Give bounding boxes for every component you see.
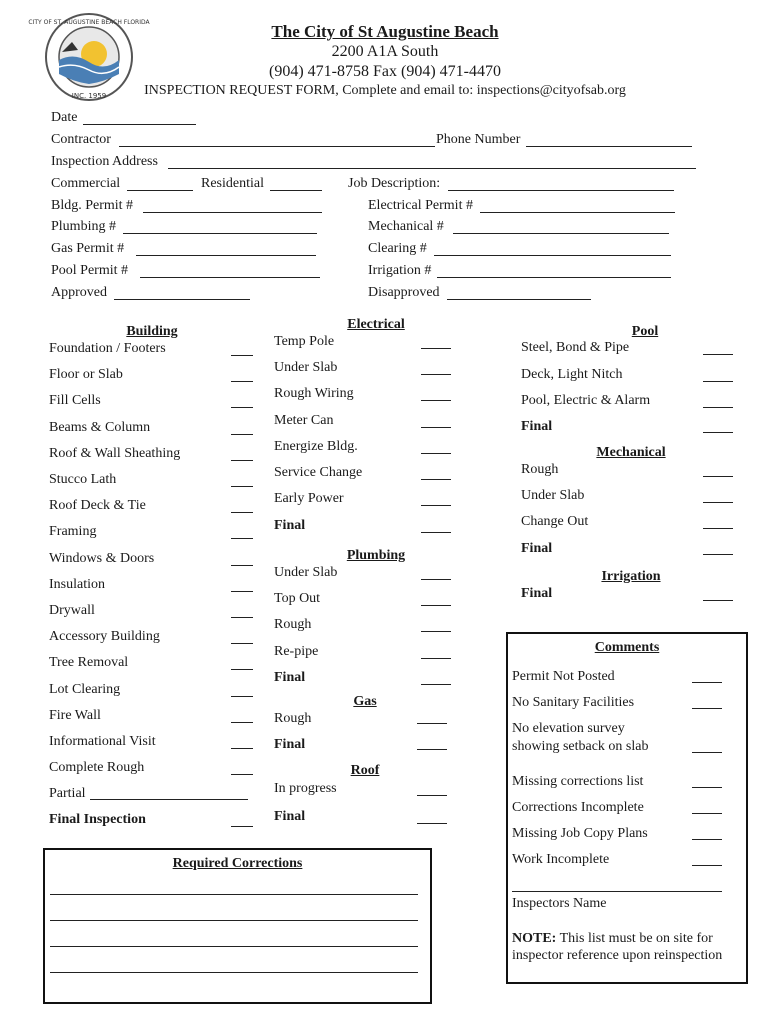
building-stucco-lath: Stucco Lath	[49, 472, 117, 487]
pool-steel-bond-pipe: Steel, Bond & Pipe	[521, 340, 630, 355]
building-fill-cells-blank[interactable]	[231, 407, 253, 408]
note-label: NOTE:	[512, 931, 557, 946]
building-foundation-footers: Foundation / Footers	[49, 341, 166, 356]
plumbing-heading: Plumbing	[346, 548, 406, 563]
contractor-field[interactable]	[119, 146, 435, 147]
pool-final-blank[interactable]	[703, 432, 733, 433]
plumbing-top-out-blank[interactable]	[421, 605, 451, 606]
gas-final-blank[interactable]	[417, 749, 447, 750]
mechanical-final-label: Final	[521, 541, 553, 556]
plumbing-re-pipe-blank[interactable]	[421, 658, 451, 659]
gas-permit-label: Gas Permit #	[51, 241, 125, 256]
electrical-service-change: Service Change	[274, 465, 363, 480]
plumbing-permit-label: Plumbing #	[51, 219, 116, 234]
comments-heading: Comments	[594, 640, 660, 655]
building-insulation-blank[interactable]	[231, 591, 253, 592]
required-corrections-heading: Required Corrections	[172, 856, 303, 871]
building-accessory-building-blank[interactable]	[231, 643, 253, 644]
building-lot-clearing-blank[interactable]	[231, 696, 253, 697]
corrections-line-3[interactable]	[50, 946, 418, 947]
mechanical-permit-field[interactable]	[453, 233, 669, 234]
comment-corrections-incomplete-blank[interactable]	[692, 813, 722, 814]
bldg-permit-field[interactable]	[143, 212, 322, 213]
note-body: This list must be on site for	[556, 931, 713, 946]
plumbing-permit-field[interactable]	[123, 233, 317, 234]
mechanical-rough: Rough	[521, 462, 559, 477]
pool-final-label: Final	[521, 419, 553, 434]
comment-work-incomplete: Work Incomplete	[512, 852, 610, 867]
inspection-address-field[interactable]	[168, 168, 696, 169]
irrigation-permit-label: Irrigation #	[368, 263, 432, 278]
partial-field[interactable]	[90, 799, 248, 800]
building-informational-visit: Informational Visit	[49, 734, 156, 749]
comment-no-elevation: No elevation survey	[512, 721, 625, 736]
mechanical-under-slab-blank[interactable]	[703, 502, 733, 503]
building-tree-removal-blank[interactable]	[231, 669, 253, 670]
inspection-address-label: Inspection Address	[51, 154, 158, 169]
note-text	[512, 931, 713, 947]
building-drywall-blank[interactable]	[231, 617, 253, 618]
comment-corrections-incomplete: Corrections Incomplete	[512, 800, 644, 815]
residential-label: Residential	[201, 176, 264, 191]
comment-setback: showing setback on slab	[512, 739, 649, 754]
disapproved-field[interactable]	[447, 299, 591, 300]
corrections-line-4[interactable]	[50, 972, 418, 973]
electrical-rough-wiring-blank[interactable]	[421, 400, 451, 401]
electrical-permit-field[interactable]	[480, 212, 675, 213]
pool-heading: Pool	[631, 324, 659, 339]
electrical-temp-pole-blank[interactable]	[421, 348, 451, 349]
building-heading: Building	[126, 324, 178, 339]
plumbing-re-pipe: Re-pipe	[274, 643, 319, 659]
city-address: 2200 A1A South	[331, 43, 439, 60]
electrical-temp-pole: Temp Pole	[274, 334, 335, 349]
approved-label: Approved	[51, 285, 107, 300]
corrections-line-2[interactable]	[50, 920, 418, 921]
building-foundation-footers-blank[interactable]	[231, 355, 253, 356]
building-roof-deck-tie: Roof Deck & Tie	[49, 498, 146, 514]
electrical-meter-can: Meter Can	[274, 412, 334, 428]
irrigation-final-blank[interactable]	[703, 600, 733, 601]
gas-permit-field[interactable]	[136, 255, 316, 256]
comment-permit-not-posted: Permit Not Posted	[512, 669, 615, 684]
mechanical-permit-label: Mechanical #	[368, 219, 444, 234]
electrical-permit-label: Electrical Permit #	[368, 198, 473, 213]
plumbing-final-blank[interactable]	[421, 684, 451, 685]
electrical-under-slab: Under Slab	[274, 360, 338, 376]
clearing-permit-label: Clearing #	[368, 241, 427, 256]
mechanical-heading: Mechanical	[596, 445, 666, 460]
comment-missing-plans: Missing Job Copy Plans	[512, 826, 648, 841]
building-informational-visit-blank[interactable]	[231, 748, 253, 749]
comment-permit-not-posted-blank[interactable]	[692, 682, 722, 683]
pool-steel-bond-pipe-blank[interactable]	[703, 354, 733, 355]
job-description-label: Job Description:	[348, 176, 441, 191]
building-framing: Framing	[49, 524, 97, 540]
building-tree-removal: Tree Removal	[49, 655, 129, 671]
partial-label: Partial	[49, 786, 86, 801]
building-roof-wall-sheathing: Roof & Wall Sheathing	[49, 445, 181, 461]
irrigation-permit-field[interactable]	[437, 277, 671, 278]
electrical-energize-bldg: Energize Bldg.	[274, 438, 358, 454]
plumbing-final-label: Final	[274, 670, 306, 685]
phone-fax: (904) 471-8758 Fax (904) 471-4470	[269, 63, 501, 80]
corrections-line-1[interactable]	[50, 894, 418, 895]
final-inspection-label: Final Inspection	[49, 812, 146, 827]
seal-text: CITY OF ST. AUGUSTINE BEACH FLORIDA	[28, 19, 150, 26]
electrical-heading: Electrical	[347, 317, 405, 332]
building-fire-wall-blank[interactable]	[231, 722, 253, 723]
building-fire-wall: Fire Wall	[49, 707, 101, 723]
electrical-under-slab-blank[interactable]	[421, 374, 451, 375]
note-text-line2: inspector reference upon reinspection	[512, 948, 723, 963]
roof-final-label: Final	[274, 809, 306, 824]
building-insulation: Insulation	[49, 576, 105, 592]
roof-item-blank[interactable]	[417, 795, 447, 796]
electrical-early-power: Early Power	[274, 491, 344, 507]
pool-deck-light-nitch-blank[interactable]	[703, 381, 733, 382]
building-fill-cells: Fill Cells	[49, 393, 101, 409]
comment-no-elevation-blank[interactable]	[692, 752, 722, 753]
building-windows-doors-blank[interactable]	[231, 565, 253, 566]
plumbing-rough: Rough	[274, 617, 312, 633]
building-beams-column-blank[interactable]	[231, 434, 253, 435]
roof-item-label: In progress	[274, 781, 337, 796]
building-complete-rough-blank[interactable]	[231, 774, 253, 775]
irrigation-final-label: Final	[521, 586, 553, 601]
gas-heading: Gas	[353, 694, 377, 709]
building-roof-wall-sheathing-blank[interactable]	[231, 460, 253, 461]
comment-missing-plans-blank[interactable]	[692, 839, 722, 840]
electrical-rough-wiring: Rough Wiring	[274, 386, 354, 402]
comment-no-sanitary-blank[interactable]	[692, 708, 722, 709]
date-label: Date	[51, 110, 78, 125]
final-inspection-blank[interactable]	[231, 826, 253, 827]
mechanical-rough-blank[interactable]	[703, 476, 733, 477]
building-accessory-building: Accessory Building	[49, 629, 160, 645]
comment-missing-corrections: Missing corrections list	[512, 774, 644, 789]
phone-label: Phone Number	[436, 132, 521, 147]
roof-final-blank[interactable]	[417, 823, 447, 824]
building-stucco-lath-blank[interactable]	[231, 486, 253, 487]
phone-field[interactable]	[526, 146, 692, 147]
residential-field[interactable]	[270, 190, 322, 191]
pool-deck-light-nitch: Deck, Light Nitch	[521, 366, 623, 382]
electrical-final-blank[interactable]	[421, 532, 451, 533]
building-drywall: Drywall	[49, 603, 95, 618]
inspector-name-field[interactable]	[512, 891, 722, 892]
building-roof-deck-tie-blank[interactable]	[231, 512, 253, 513]
contractor-label: Contractor	[51, 132, 111, 147]
electrical-service-change-blank[interactable]	[421, 479, 451, 480]
comment-work-incomplete-blank[interactable]	[692, 865, 722, 866]
plumbing-rough-blank[interactable]	[421, 631, 451, 632]
building-windows-doors: Windows & Doors	[49, 550, 155, 566]
date-field[interactable]	[83, 124, 196, 125]
building-beams-column: Beams & Column	[49, 419, 151, 435]
gas-item-label: Rough	[274, 711, 312, 726]
pool-pool-electric-alarm-blank[interactable]	[703, 407, 733, 408]
approved-field[interactable]	[114, 299, 250, 300]
building-complete-rough: Complete Rough	[49, 760, 145, 776]
bldg-permit-label: Bldg. Permit #	[51, 198, 134, 213]
plumbing-under-slab: Under Slab	[274, 565, 338, 580]
plumbing-top-out: Top Out	[274, 591, 321, 607]
roof-heading: Roof	[350, 763, 380, 778]
mechanical-final-blank[interactable]	[703, 554, 733, 555]
mechanical-change-out: Change Out	[521, 514, 589, 530]
electrical-meter-can-blank[interactable]	[421, 427, 451, 428]
seal-year: INC. 1959	[71, 92, 107, 100]
pool-pool-electric-alarm: Pool, Electric & Alarm	[521, 393, 651, 408]
electrical-early-power-blank[interactable]	[421, 505, 451, 506]
gas-final-label: Final	[274, 737, 306, 752]
commercial-label: Commercial	[51, 176, 121, 191]
disapproved-label: Disapproved	[368, 285, 440, 300]
plumbing-under-slab-blank[interactable]	[421, 579, 451, 580]
pool-permit-label: Pool Permit #	[51, 263, 129, 278]
electrical-final-label: Final	[274, 518, 306, 533]
job-description-field[interactable]	[448, 190, 674, 191]
mechanical-under-slab: Under Slab	[521, 488, 585, 504]
form-instructions: INSPECTION REQUEST FORM, Complete and email to: inspections@cityofsab.org	[144, 83, 626, 98]
comment-no-sanitary: No Sanitary Facilities	[512, 695, 635, 710]
electrical-energize-bldg-blank[interactable]	[421, 453, 451, 454]
irrigation-heading: Irrigation	[601, 569, 661, 584]
mechanical-change-out-blank[interactable]	[703, 528, 733, 529]
inspector-name-label: Inspectors Name	[512, 896, 607, 911]
commercial-field[interactable]	[127, 190, 193, 191]
clearing-permit-field[interactable]	[434, 255, 671, 256]
building-framing-blank[interactable]	[231, 538, 253, 539]
page-title: The City of St Augustine Beach	[271, 22, 499, 41]
gas-item-blank[interactable]	[417, 723, 447, 724]
building-floor-or-slab: Floor or Slab	[49, 367, 123, 383]
building-lot-clearing: Lot Clearing	[49, 681, 121, 697]
building-floor-or-slab-blank[interactable]	[231, 381, 253, 382]
pool-permit-field[interactable]	[140, 277, 320, 278]
comment-missing-corrections-blank[interactable]	[692, 787, 722, 788]
